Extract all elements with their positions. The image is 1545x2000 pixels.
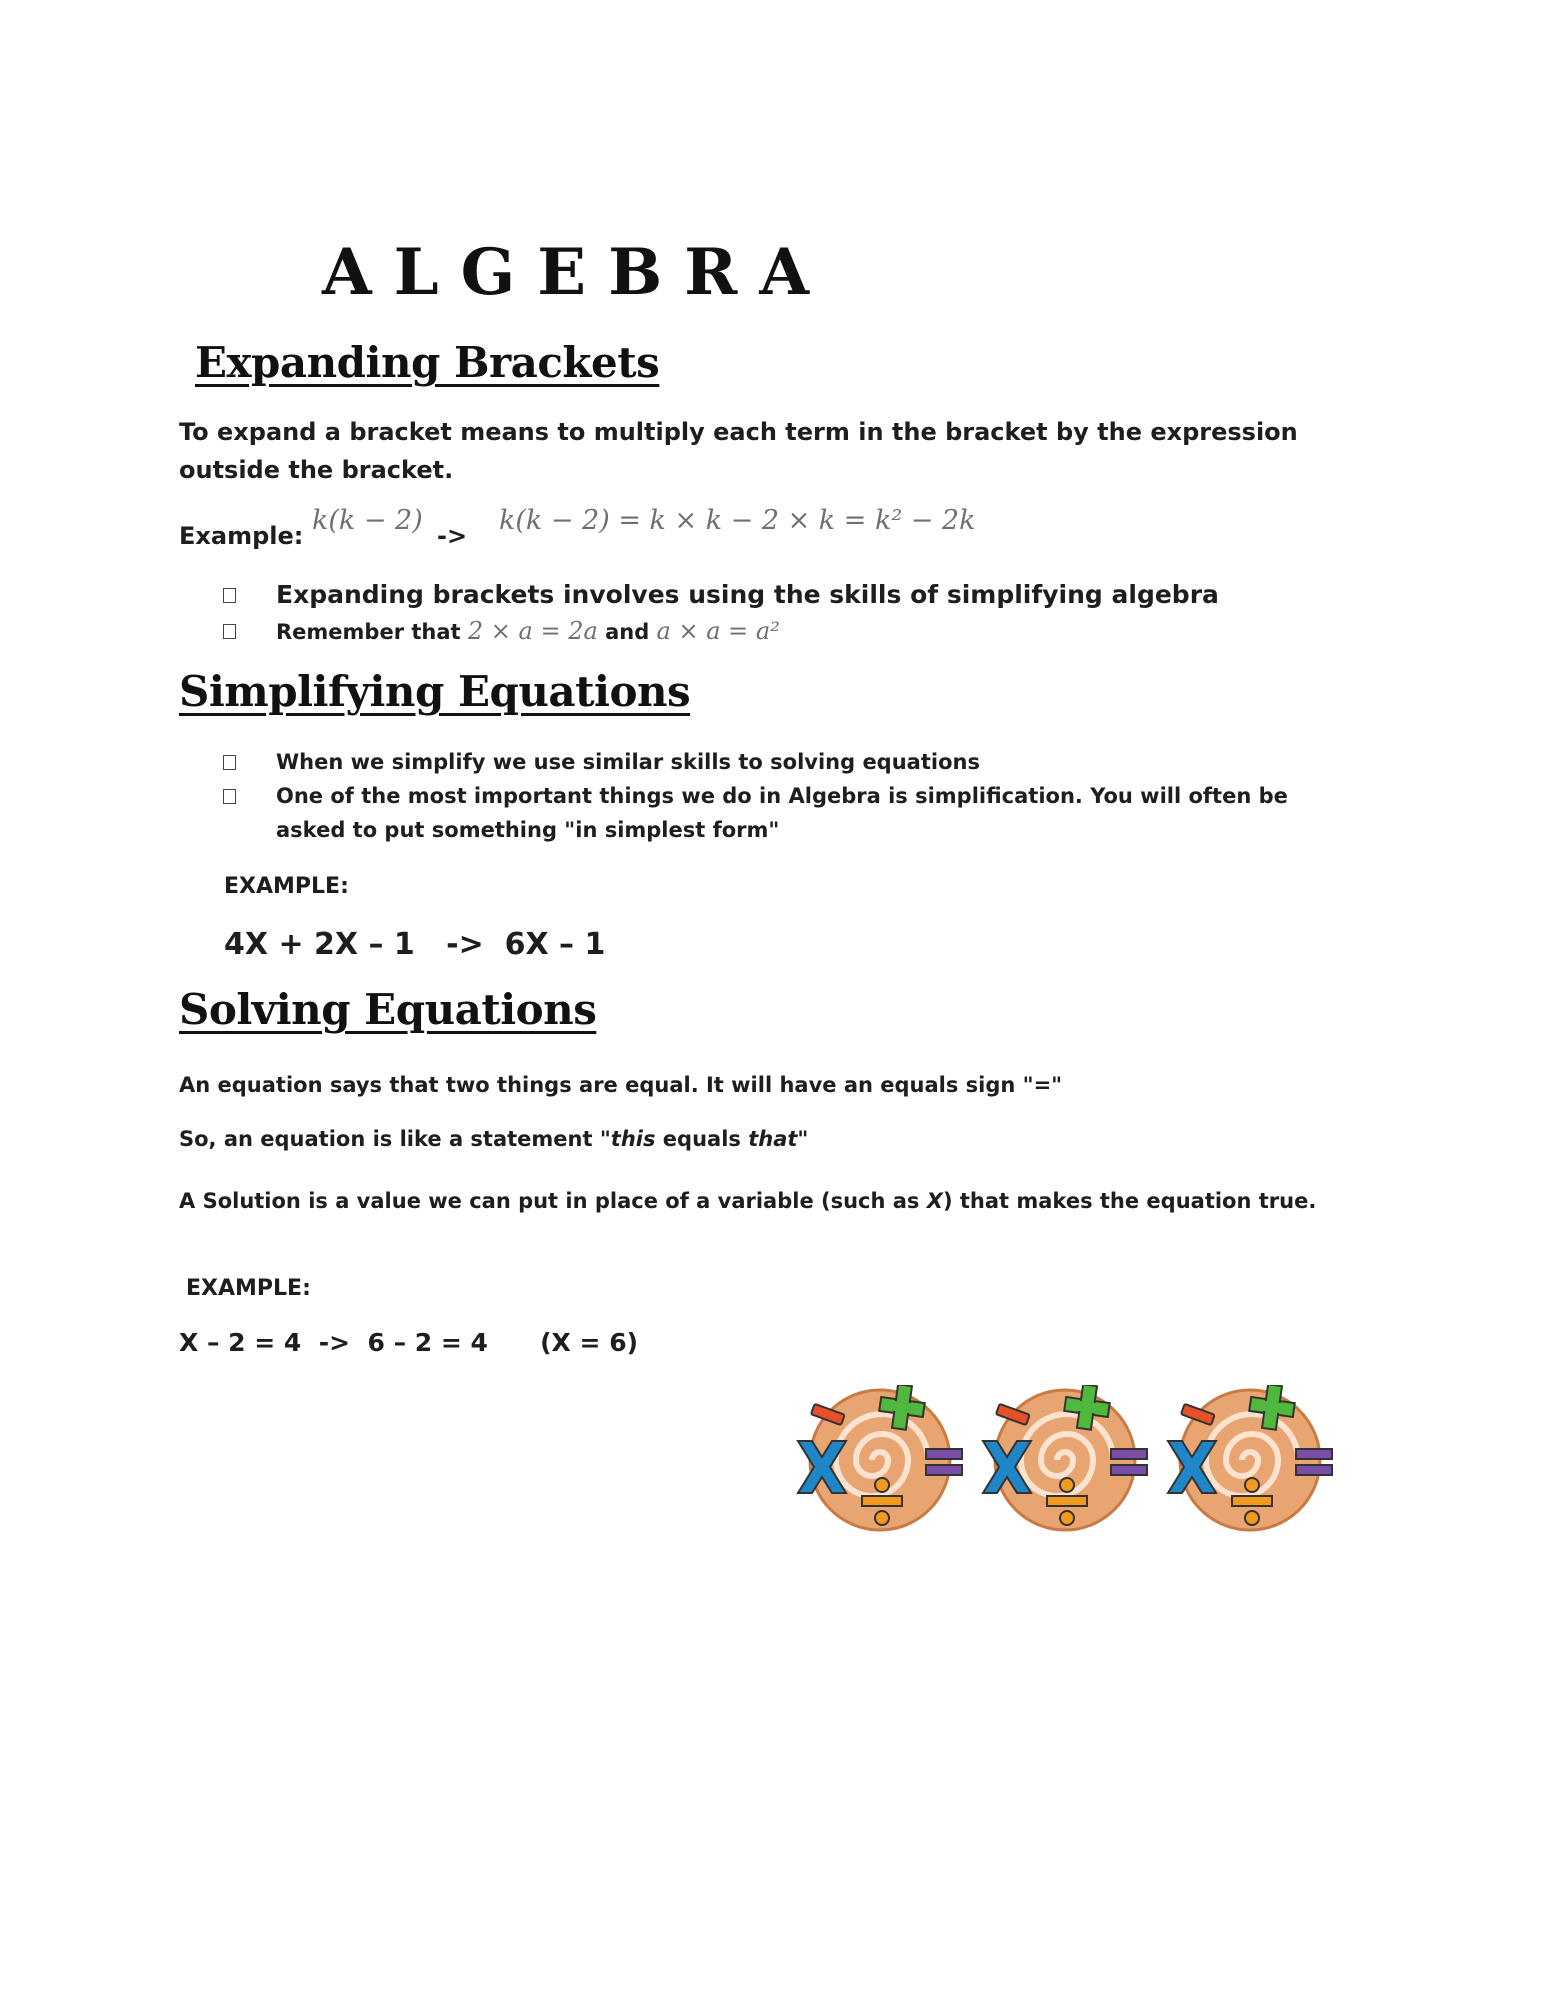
bullet-icon — [223, 624, 236, 639]
heading-solving-equations: Solving Equations — [179, 985, 597, 1034]
example-expansion: k(k − 2) = k × k − 2 × k = k² − 2k — [499, 505, 976, 536]
expanding-intro: To expand a bracket means to multiply each term in the bracket by the expression outside the bracket. — [179, 418, 1298, 484]
example-arrow: -> — [437, 522, 468, 550]
solving-paragraph-3: A Solution is a value we can put in place of a variable (such as X) that makes the equation true. — [179, 1189, 1317, 1213]
example-label: Example: — [179, 522, 304, 550]
bullet-icon — [223, 588, 236, 603]
simplifying-example-label: EXAMPLE: — [224, 874, 349, 899]
symbols-swirl-icon-2 — [983, 1385, 1147, 1530]
heading-simplifying-equations: Simplifying Equations — [179, 667, 691, 716]
solving-example-label: EXAMPLE: — [186, 1276, 311, 1301]
solving-example: X – 2 = 4 -> 6 – 2 = 4 (X = 6) — [179, 1328, 639, 1357]
math-a-squared: a × a = a² — [656, 617, 780, 645]
solving-paragraph-1: An equation says that two things are equal. It will have an equals sign "=" — [179, 1073, 1063, 1097]
symbols-swirl-icon-3 — [1168, 1385, 1332, 1530]
math-symbols-clipart — [790, 1385, 1350, 1535]
heading-expanding-brackets: Expanding Brackets — [195, 338, 660, 387]
bullet-icon — [223, 755, 236, 770]
math-2a: 2 × a = 2a — [467, 617, 598, 645]
symbols-swirl-icon-1 — [798, 1385, 962, 1530]
simplifying-example: 4X + 2X – 1 -> 6X – 1 — [224, 927, 606, 962]
page-title: ALGEBRA — [321, 235, 832, 310]
bullet-simplifying-2: One of the most important things we do in Algebra is simplification. You will often be asked to put something "in simplest form" — [223, 779, 1338, 847]
bullet-expanding-1: Expanding brackets involves using the skills of simplifying algebra — [223, 578, 1219, 612]
bullet-simplifying-1: When we simplify we use similar skills to solving equations — [223, 745, 980, 779]
solving-paragraph-2: So, an equation is like a statement "this equals that" — [179, 1127, 809, 1151]
bullet-expanding-2 — [223, 614, 780, 649]
bullet-remember: Remember that 2 × a = 2a and a × a = a² — [276, 617, 780, 645]
expanding-example — [179, 505, 1079, 555]
example-expression: k(k − 2) — [312, 505, 423, 536]
bullet-icon — [223, 789, 236, 804]
